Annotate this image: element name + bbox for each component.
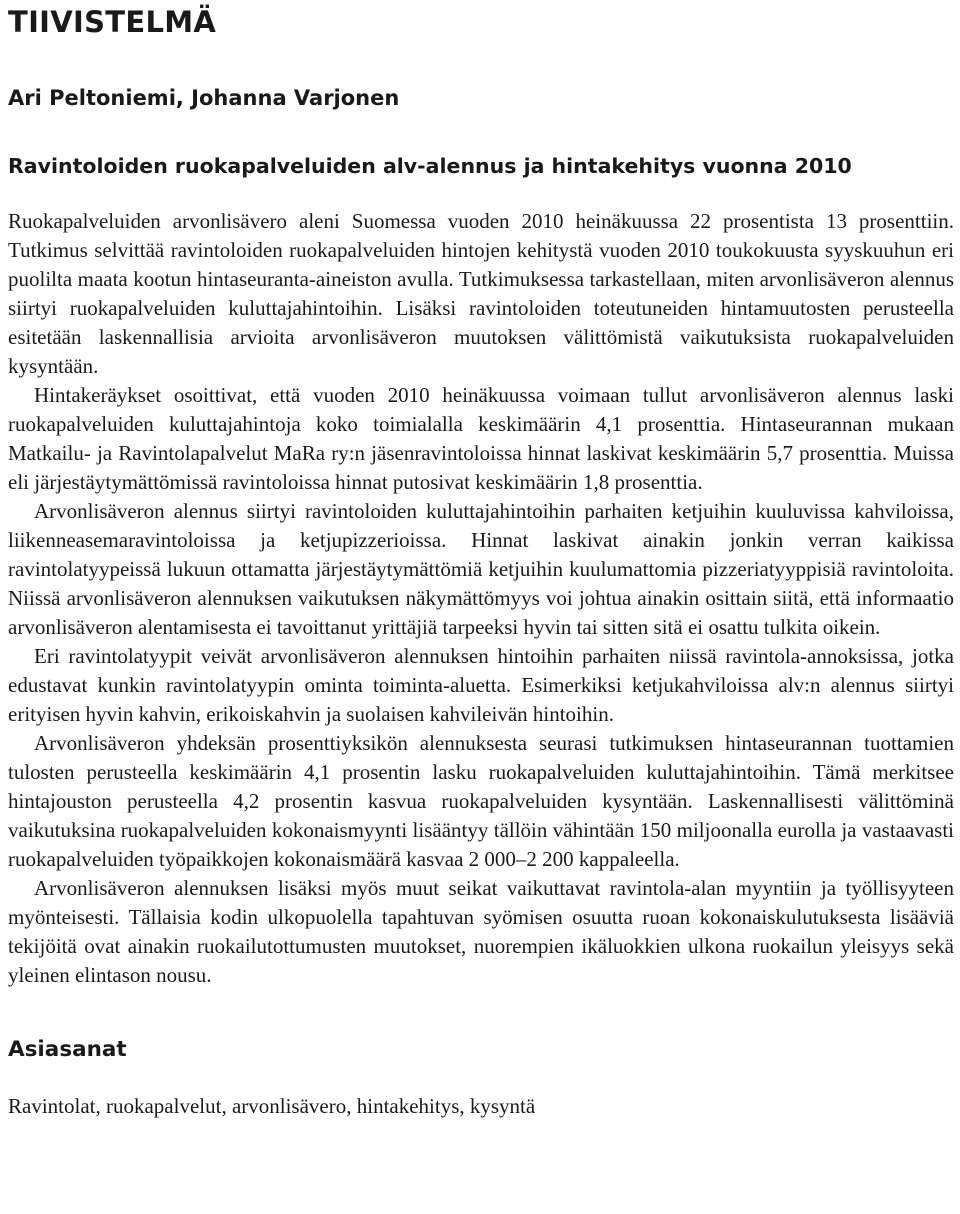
page-heading: TIIVISTELMÄ: [8, 5, 217, 39]
abstract-paragraph: Arvonlisäveron alennuksen lisäksi myös muut seikat vaikuttavat ravintola-alan myyntiin ja työllisyyteen myönteisesti. Tällaisia kodin ulkopuolella tapahtuvan syömisen osuutta ruoan kokonaiskulutuksesta lisääviä tekijöitä ovat ainakin ruokailutottumusten muutokset, nuorempien ikäluokkien ulkona ruokailun yleisyys sekä yleinen elintason nousu.: [8, 876, 954, 987]
keywords-text: Ravintolat, ruokapalvelut, arvonlisävero, hintakehitys, kysyntä: [8, 1094, 536, 1118]
keywords-heading: Asiasanat: [8, 1037, 127, 1062]
abstract-paragraph: Arvonlisäveron alennus siirtyi ravintoloiden kuluttajahintoihin parhaiten ketjuihin kuuluvissa kahviloissa, liikenneasemaravintoloissa ja ketjupizzerioissa. Hinnat laskivat ainakin jonkin verran kaikissa ravintolatyypeissä lukuun ottamatta järjestäytymättömiä ketjuihin kuulumattomia pizzeriatyyppisiä ravintoloita. Niissä arvonlisäveron alennuksen vaikutuksen näkymättömyys voi johtua ainakin osittain siitä, että informaatio arvonlisäveron alentamisesta ei tavoittanut yrittäjiä tarpeeksi hyvin tai sitten sitä ei osattu tulkita oikein.: [8, 499, 954, 639]
abstract-paragraph: Eri ravintolatyypit veivät arvonlisäveron alennuksen hintoihin parhaiten niissä ravintola-annoksissa, jotka edustavat kunkin ravintolatyypin ominta toiminta-aluetta. Esimerkiksi ketjukahviloissa alv:n alennus siirtyi erityisen hyvin kahvin, erikoiskahvin ja suolaisen kahvileivän hintoihin.: [8, 644, 954, 726]
abstract-paragraph: Hintakeräykset osoittivat, että vuoden 2010 heinäkuussa voimaan tullut arvonlisäveron alennus laski ruokapalveluiden kuluttajahintoja koko toimialalla keskimäärin 4,1 prosenttia. Hintaseurannan mukaan Matkailu- ja Ravintolapalvelut MaRa ry:n jäsenravintoloissa hinnat laskivat keskimäärin 5,7 prosenttia. Muissa eli järjestäytymättömissä ravintoloissa hinnat putosivat keskimäärin 1,8 prosenttia.: [8, 383, 954, 494]
report-title: Ravintoloiden ruokapalveluiden alv-alennus ja hintakehitys vuonna 2010: [8, 154, 852, 178]
abstract-paragraph: Ruokapalveluiden arvonlisävero aleni Suomessa vuoden 2010 heinäkuussa 22 prosentista 13 prosenttiin. Tutkimus selvittää ravintoloiden ruokapalveluiden hintojen kehitystä vuoden 2010 toukokuusta syyskuuhun eri puolilta maata kootun hintaseuranta-aineiston avulla. Tutkimuksessa tarkastellaan, miten arvonlisäveron alennus siirtyi ruokapalveluiden kuluttajahintoihin. Lisäksi ravintoloiden toteutuneiden hintamuutosten perusteella esitetään laskennallisia arvioita arvonlisäveron muutoksen välittömistä vaikutuksista ruokapalveluiden kysyntään.: [8, 209, 954, 378]
abstract-paragraph: Arvonlisäveron yhdeksän prosenttiyksikön alennuksesta seurasi tutkimuksen hintaseurannan tuottamien tulosten perusteella keskimäärin 4,1 prosentin lasku ruokapalveluiden kuluttajahintoihin. Tämä merkitsee hintajouston perusteella 4,2 prosentin kasvua ruokapalveluiden kysyntään. Laskennallisesti välittöminä vaikutuksina ruokapalveluiden kokonaismyynti lisääntyy tällöin vähintään 150 miljoonalla eurolla ja vastaavasti ruokapalveluiden työpaikkojen kokonaismäärä kasvaa 2 000–2 200 kappaleella.: [8, 731, 954, 871]
document-page: [8, 0, 954, 1121]
abstract-body: [8, 207, 954, 990]
authors: Ari Peltoniemi, Johanna Varjonen: [8, 86, 400, 110]
